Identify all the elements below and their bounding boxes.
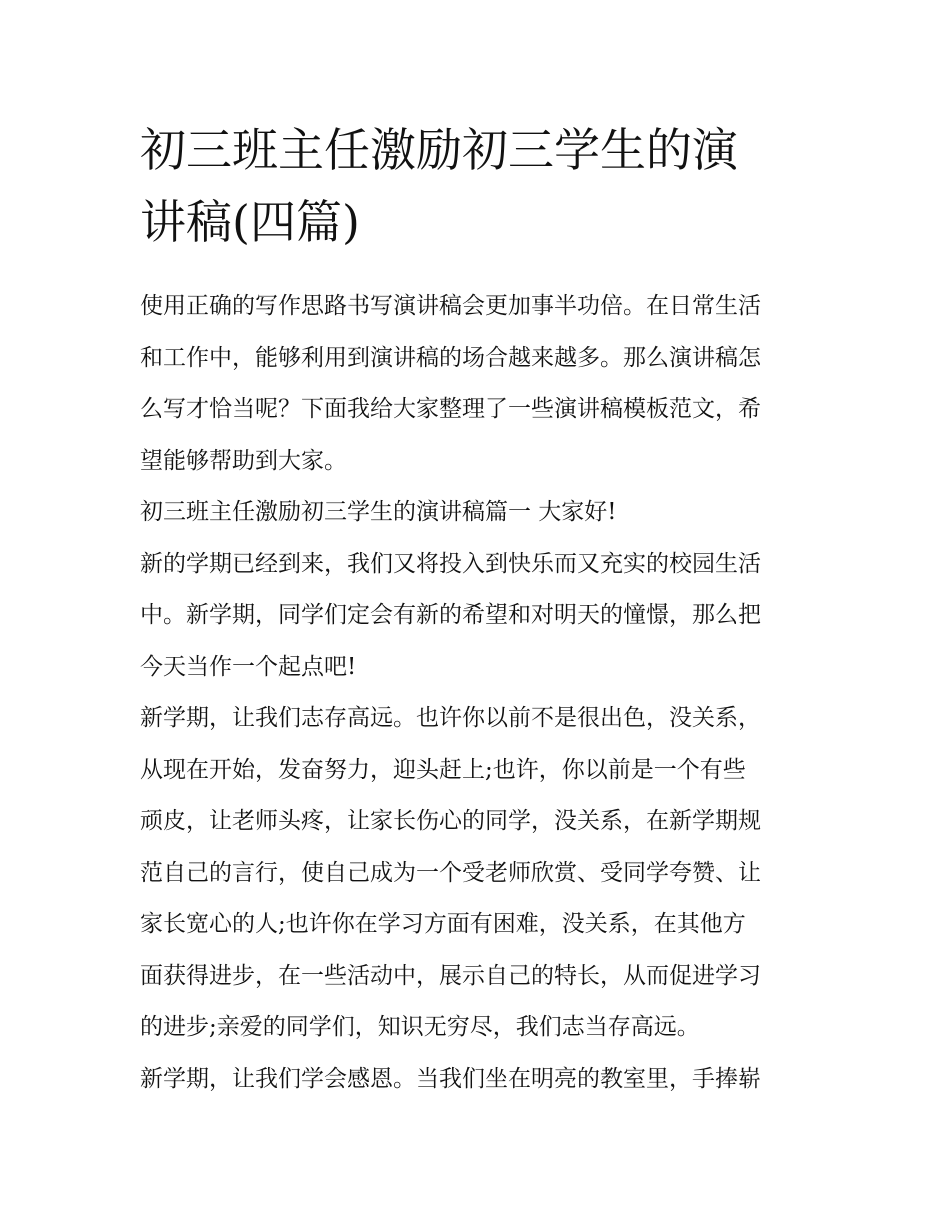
text-line: 家长宽心的人;也许你在学习方面有困难，没关系，在其他方: [140, 911, 746, 937]
text-line: 顽皮，让老师头疼，让家长伤心的同学，没关系，在新学期规: [140, 808, 761, 834]
text-line: 初三班主任激励初三学生的演讲稿篇一 大家好!: [140, 499, 617, 525]
text-line: 今天当作一个起点吧!: [140, 653, 357, 680]
text-line: 望能够帮助到大家。: [140, 447, 347, 474]
text-line: 使用正确的写作思路书写演讲稿会更加事半功倍。在日常生活: [140, 293, 761, 319]
paragraph: [140, 539, 820, 694]
title-line: 初三班主任激励初三学生的演: [140, 123, 738, 177]
paragraph: [140, 1054, 820, 1106]
text-line: 面获得进步，在一些活动中，展示自己的特长，从而促进学习: [140, 962, 761, 989]
text-line: 从现在开始，发奋努力，迎头赶上;也许，你以前是一个有些: [140, 756, 746, 783]
text-line: 的进步;亲爱的同学们，知识无穷尽，我们志当存高远。: [140, 1014, 700, 1040]
text-line: 和工作中，能够利用到演讲稿的场合越来越多。那么演讲稿怎: [140, 344, 761, 371]
text-line: 新的学期已经到来，我们又将投入到快乐而又充实的校园生活: [140, 550, 761, 577]
document-title: [140, 114, 820, 258]
text-line: 新学期，让我们学会感恩。当我们坐在明亮的教室里，手捧崭: [140, 1065, 761, 1092]
paragraph-speech-heading: [140, 487, 820, 539]
text-line: 范自己的言行，使自己成为一个受老师欣赏、受同学夸赞、让: [140, 859, 761, 886]
paragraph-intro: [140, 281, 820, 487]
text-line: 新学期，让我们志存高远。也许你以前不是很出色，没关系，: [140, 705, 761, 731]
paragraph: [140, 693, 820, 1054]
document-body: [140, 281, 820, 1105]
text-line: 么写才恰当呢？下面我给大家整理了一些演讲稿模板范文，希: [140, 396, 761, 422]
title-line: 讲稿(四篇): [140, 195, 360, 249]
text-line: 中。新学期，同学们定会有新的希望和对明天的憧憬，那么把: [140, 602, 761, 628]
